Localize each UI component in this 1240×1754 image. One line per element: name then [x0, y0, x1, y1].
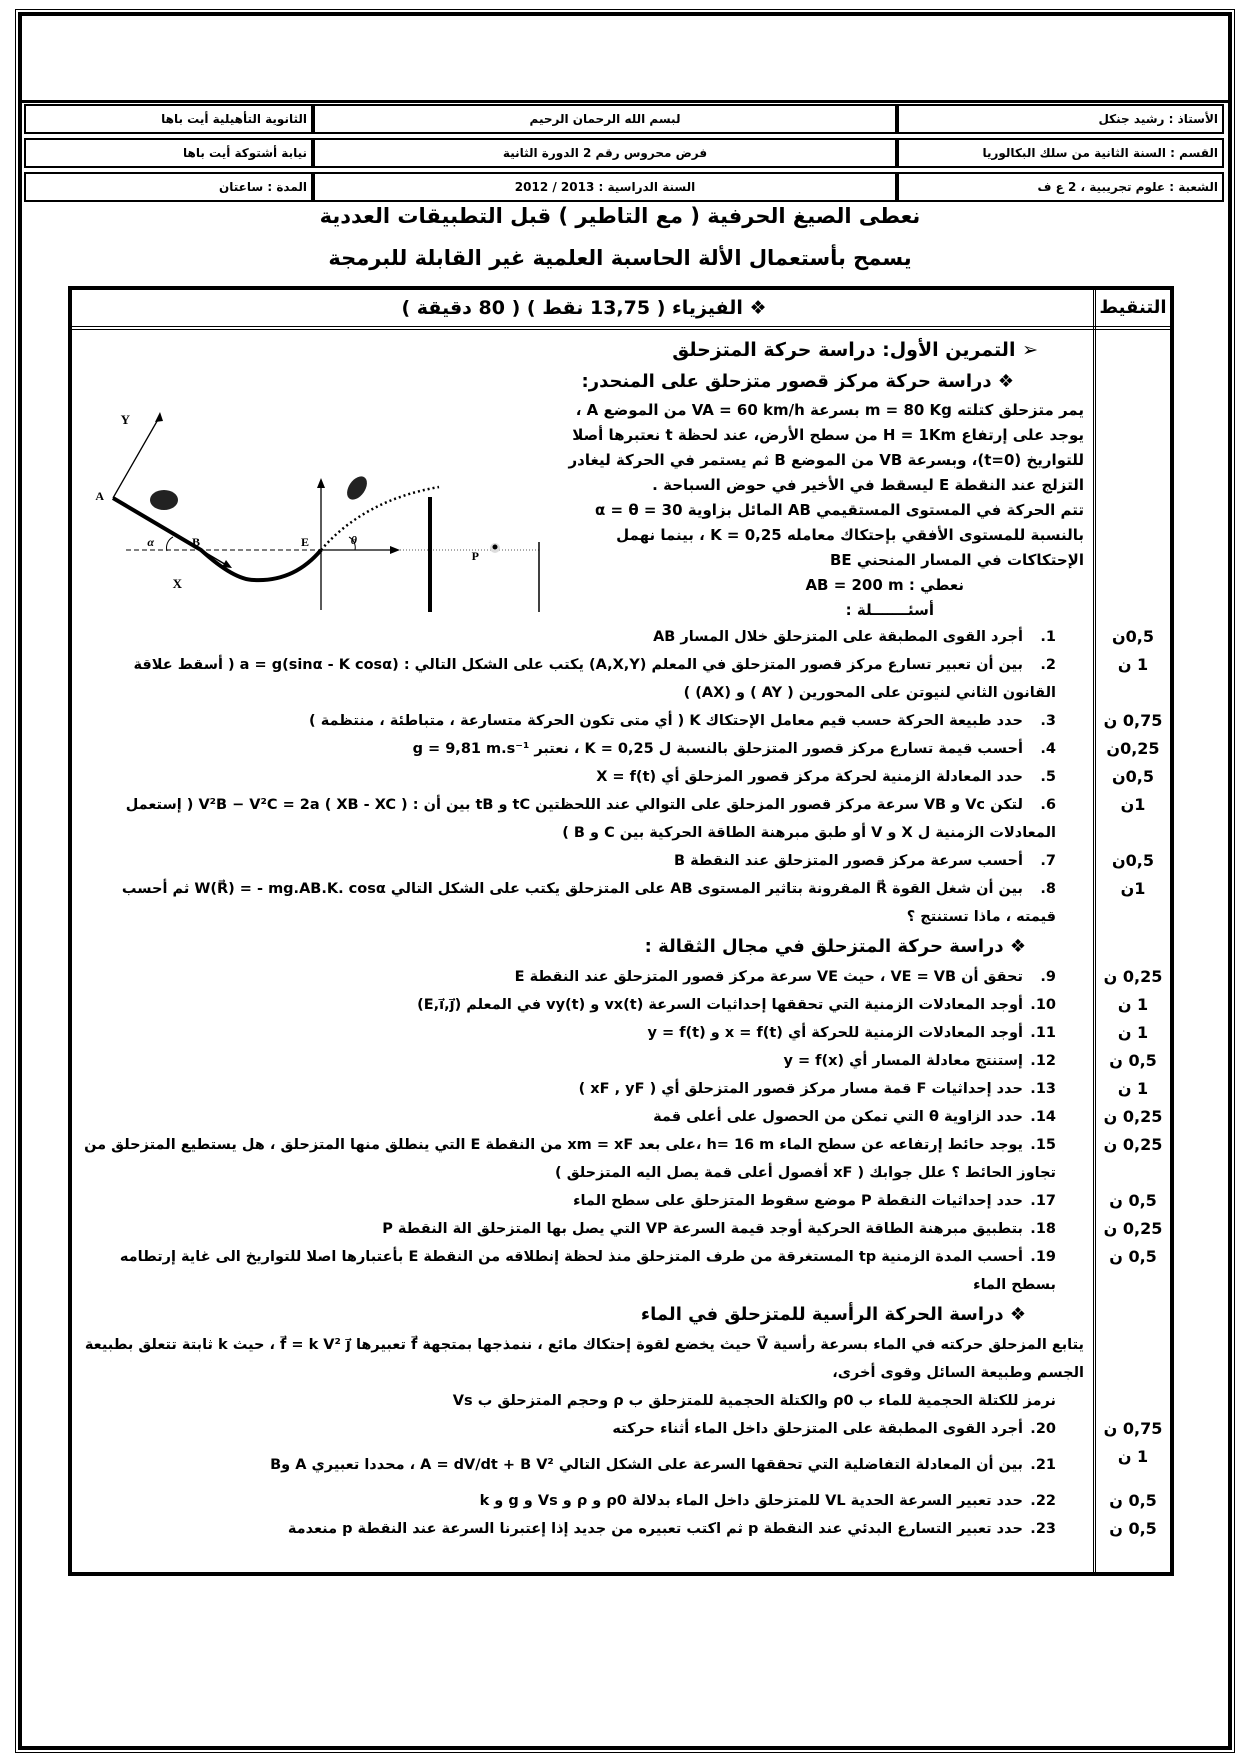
- section-water-heading-text: ❖ دراسة الحركة الرأسية للمتزحلق في الماء: [640, 1304, 1026, 1325]
- question-score: 1 ن: [1117, 655, 1149, 674]
- question-text: إستنتج معادلة المسار أي y = f(x): [783, 1053, 1023, 1069]
- question-row: [72, 1515, 1170, 1543]
- header-row: [24, 104, 1224, 134]
- question-number: 8.: [1040, 881, 1056, 897]
- question-score: 0,5 ن: [1109, 1491, 1157, 1510]
- x-axis-label: X: [172, 576, 182, 591]
- question-text: حدد إحداثيات F قمة مسار مركز قصور المتزحلق أي ( xF , yF ): [578, 1081, 1023, 1097]
- question-text: بتطبيق مبرهنة الطاقة الحركية أوجد قيمة السرعة VP التي يصل بها المتزحلق الة النقطة P: [382, 1221, 1023, 1237]
- basmala: لبسم الله الرحمان الرحيم: [313, 106, 897, 132]
- question-number: 14.: [1030, 1109, 1056, 1125]
- water-paragraph-text: يتابع المزحلق حركته في الماء بسرعة رأسية V⃗ حيث يخضع لقوة إحتكاك مائع ، ننمذجها بمتجهة f⃗ تعبيرها f⃗ = k V² j⃗ ، حيث k ثابتة تتعلق بطبيعة الجسم وطبيعة السائل وقوى أخرى،: [84, 1337, 1084, 1381]
- question-number: 20.: [1030, 1421, 1056, 1437]
- question-text: أوجد المعادلات الزمنية التي تحققها إحداثيات السرعة vx(t) و vy(t) في المعلم (E,i⃗,j⃗): [417, 997, 1023, 1013]
- question-text: حدد تعبير السرعة الحدية VL للمتزحلق داخل الماء بدلالة ρ0 و ρ و Vs و g و k: [479, 1493, 1023, 1509]
- theta-angle-label: θ: [350, 533, 357, 547]
- questions-label: أسئـــــــلة :: [845, 601, 934, 619]
- question-text: حدد المعادلة الزمنية لحركة مركز قصور المزحلق أي X = f(t): [596, 769, 1023, 785]
- section-gravity-heading: [72, 931, 1170, 963]
- question-row: [72, 1047, 1170, 1075]
- question-number: 15.: [1030, 1137, 1056, 1153]
- trajectory: [321, 487, 439, 550]
- question-text: أحسب قيمة تسارع مركز قصور المتزحلق بالنسبة ل K = 0,25 ، نعتبر g = 9,81 m.s⁻¹: [412, 741, 1023, 757]
- question-row: [72, 1103, 1170, 1131]
- arrow-head: [155, 412, 163, 422]
- question-text: أجرد القوى المطبقة على المتزحلق خلال المسار AB: [653, 629, 1023, 645]
- question-number: 11.: [1030, 1025, 1056, 1041]
- question-text: بين أن شغل القوة R⃗ المقرونة بتاثير المستوى AB على المتزحلق يكتب على الشكل التالي W(R⃗) = - mg.AB.K. cosα ثم أحسب قيمته ، ماذا تستنتج ؟: [121, 881, 1056, 925]
- question-score: 1 ن: [1117, 1447, 1149, 1466]
- instruction-formulas: نعطى الصيغ الحرفية ( مع التاطير ) قبل التطبيقات العددية: [319, 204, 921, 228]
- instruction-calculator: يسمح بأستعمال الألة الحاسبة العلمية غير القابلة للبرمجة: [328, 246, 912, 270]
- ski-slope-track: [113, 498, 321, 580]
- question-score: 0,25 ن: [1103, 1135, 1163, 1154]
- question-row: [72, 791, 1170, 847]
- question-number: 5.: [1040, 769, 1056, 785]
- question-row: [72, 1187, 1170, 1215]
- question-row: [72, 991, 1170, 1019]
- question-text: أجرد القوى المطبقة على المتزحلق داخل الماء أثناء حركته: [612, 1421, 1023, 1437]
- question-score: 1ن: [1120, 879, 1146, 898]
- point-b-label: B: [191, 535, 200, 549]
- exercise-title: ➢ التمرين الأول: دراسة حركة المتزحلق: [672, 339, 1038, 361]
- question-row: [72, 651, 1170, 707]
- question-text: حدد إحداثيات النقطة P موضع سقوط المتزحلق على سطح الماء: [573, 1193, 1023, 1209]
- question-text: أوجد المعادلات الزمنية للحركة أي x = f(t) و y = f(t): [647, 1025, 1023, 1041]
- question-row: [72, 1443, 1170, 1487]
- question-number: 12.: [1030, 1053, 1056, 1069]
- question-number: 21.: [1030, 1457, 1056, 1473]
- question-text: أحسب سرعة مركز قصور المتزحلق عند النقطة B: [673, 853, 1023, 869]
- exam-body: [72, 334, 1170, 1543]
- question-row: [72, 1415, 1170, 1443]
- arrow-head: [390, 546, 400, 554]
- duration: المدة : ساعتان: [24, 174, 313, 200]
- point-a-label: A: [95, 489, 104, 503]
- physics-title: ❖ الفيزياء ( 13,75 نقط ) ( 80 دقيقة ): [401, 297, 767, 319]
- question-number: 2.: [1040, 657, 1056, 673]
- question-number: 3.: [1040, 713, 1056, 729]
- alpha-arc: [167, 537, 173, 551]
- section-water-heading: [72, 1299, 1170, 1331]
- question-score: 1 ن: [1117, 1079, 1149, 1098]
- skier-icon: [150, 490, 178, 510]
- question-number: 22.: [1030, 1493, 1056, 1509]
- question-score: 0,5 ن: [1109, 1519, 1157, 1538]
- question-score: 0,5 ن: [1109, 1051, 1157, 1070]
- question-score: 0,25 ن: [1103, 1107, 1163, 1126]
- question-number: 7.: [1040, 853, 1056, 869]
- section-gravity-heading-text: ❖ دراسة حركة المتزحلق في مجال الثقالة :: [644, 936, 1026, 957]
- question-row: [72, 875, 1170, 931]
- water-symbols-paragraph: [72, 1387, 1170, 1415]
- water-paragraph: [72, 1331, 1170, 1387]
- given-data: نعطي : AB = 200 m: [805, 576, 964, 594]
- question-number: 9.: [1040, 969, 1056, 985]
- question-text: حدد تعبير التسارع البدئي عند النقطة p ثم اكتب تعبيره من جديد إذا إعتبرنا السرعة عند النقطة p منعدمة: [287, 1521, 1023, 1537]
- question-number: 18.: [1030, 1221, 1056, 1237]
- school-year: السنة الدراسية : 2013 / 2012: [313, 174, 897, 200]
- question-row: [72, 847, 1170, 875]
- question-row: [72, 963, 1170, 991]
- question-score: 0,25ن: [1106, 739, 1160, 758]
- question-text: حدد طبيعة الحركة حسب قيم معامل الإحتكاك K ( أي متى تكون الحركة متسارعة ، متباطئة ، منتظمة ): [309, 713, 1023, 729]
- question-score: 1ن: [1120, 795, 1146, 814]
- y-axis-arrow: [113, 416, 160, 498]
- question-score: 0,75 ن: [1103, 1419, 1163, 1438]
- question-row: [72, 1131, 1170, 1187]
- question-number: 1.: [1040, 629, 1056, 645]
- score-column-header: التنقيط: [1099, 297, 1167, 318]
- question-score: 0,75 ن: [1103, 711, 1163, 730]
- question-score: 0,5ن: [1112, 851, 1154, 870]
- intro-paragraph: يمر متزحلق كتلته m = 80 Kg بسرعة VA = 60 km/h من الموضع A ، يوجد على إرتفاع H = 1Km من سطح الأرض، عند لحظة t نعتبرها أصلا للتواريخ (t=0)، وبسرعة VB من الموضع B ثم يستمر في الحركة ليغادر التزلج عند النقطة E ليسقط في الأخير في حوض السباحة .: [568, 401, 1084, 494]
- header-row: [24, 138, 1224, 168]
- ski-jump-diagram: [95, 400, 554, 615]
- exam-table: [68, 286, 1174, 1576]
- question-number: 6.: [1040, 797, 1056, 813]
- exam-table-header: [72, 290, 1170, 330]
- question-number: 10.: [1030, 997, 1056, 1013]
- question-score: 1 ن: [1117, 1023, 1149, 1042]
- water-symbols-paragraph-text: نرمز للكتلة الحجمية للماء ب ρ0 والكتلة الحجمية للمتزحلق ب ρ وحجم المتزحلق ب Vs: [452, 1393, 1056, 1409]
- question-text: تحقق أن VE = VB ، حيث VE سرعة مركز قصور المتزحلق عند النقطة E: [514, 969, 1023, 985]
- header-row: [24, 172, 1224, 202]
- alpha-angle-label: α: [147, 535, 154, 549]
- question-row: [72, 623, 1170, 651]
- question-row: [72, 1243, 1170, 1299]
- skier-icon: [343, 473, 371, 503]
- question-number: 19.: [1030, 1249, 1056, 1265]
- class-level: القسم : السنة الثانية من سلك البكالوريا: [897, 140, 1224, 166]
- teacher-name: الأستاذ : رشيد جنكل: [897, 106, 1224, 132]
- branch: الشعبة : علوم تجريبية ، 2 ع ف: [897, 174, 1224, 200]
- question-text: لتكن Vc و VB سرعة مركز قصور المزحلق على التوالي عند اللحظتين tC و tB بين أن : V²B − V²C = 2a ( XB - XC ) ( إستعمل المعادلات الزمنية ل X و V أو طبق مبرهنة الطاقة الحركية بين C و B ): [125, 797, 1056, 841]
- question-number: 17.: [1030, 1193, 1056, 1209]
- exam-title: فرض محروس رقم 2 الدورة الثانية: [313, 140, 897, 166]
- question-number: 4.: [1040, 741, 1056, 757]
- question-score: 0,25 ن: [1103, 1219, 1163, 1238]
- question-row: [72, 735, 1170, 763]
- question-row: [72, 707, 1170, 735]
- y-axis-label: Y: [120, 412, 130, 427]
- question-row: [72, 1215, 1170, 1243]
- question-text: بين أن المعادلة التفاضلية التي تحققها السرعة على الشكل التالي A = dV/dt + B V² ، محددا تعبيري A وB: [270, 1457, 1023, 1473]
- section-slope-heading: ❖ دراسة حركة مركز قصور متزحلق على المنحدر:: [581, 371, 1014, 392]
- directorate: نيابة أشتوكة أيت باها: [24, 140, 313, 166]
- question-text: حدد الزاوية θ التي تمكن من الحصول على أعلى قمة: [653, 1109, 1023, 1125]
- header-table: [24, 104, 1224, 206]
- question-score: 0,5 ن: [1109, 1191, 1157, 1210]
- question-number: 23.: [1030, 1521, 1056, 1537]
- question-row: [72, 763, 1170, 791]
- question-score: 1 ن: [1117, 995, 1149, 1014]
- question-text: أحسب المدة الزمنية tp المستغرقة من طرف المتزحلق منذ لحظة إنطلاقه من النقطة E بأعتبارها اصلا للتواريخ الى غاية إرتطامه بسطح الماء: [119, 1249, 1056, 1293]
- arrow-head: [317, 478, 325, 488]
- question-row: [72, 1019, 1170, 1047]
- question-row: [72, 1487, 1170, 1515]
- question-score: 0,5 ن: [1109, 1247, 1157, 1266]
- school-name: الثانوية التأهيلية أيت باها: [24, 106, 313, 132]
- question-text: يوجد حائط إرتفاعه عن سطح الماء h= 16 m ،على بعد xm = xF من النقطة E التي ينطلق منها المتزحلق ، هل يستطيع المتزحلق من تجاوز الحائط ؟ علل جوابك ( xF أفصول أعلى قمة يصل اليه المتزحلق ): [84, 1137, 1056, 1181]
- question-score: 0,5ن: [1112, 767, 1154, 786]
- question-score: 0,25 ن: [1103, 967, 1163, 986]
- question-number: 13.: [1030, 1081, 1056, 1097]
- point-p-label: P: [471, 549, 479, 563]
- point-e-label: E: [300, 535, 309, 549]
- question-score: 0,5ن: [1112, 627, 1154, 646]
- intro-block: [72, 334, 1170, 623]
- question-text: بين أن تعبير تسارع مركز قصور المتزحلق في المعلم (A,X,Y) يكتب على الشكل التالي : a = g(sinα - K cosα) ( أسقط علاقة القانون الثاني لنيوتن على المحورين ( AY ) و (AX) ): [133, 657, 1056, 701]
- intro-paragraph-friction: تتم الحركة في المستوى المستقيمي AB المائل بزاوية α = θ = 30 بالنسبة للمستوى الأفقي بإحتكاك معامله K = 0,25 ، بينما نهمل الإحتكاكات في المسار المنحني BE: [595, 501, 1084, 569]
- question-row: [72, 1075, 1170, 1103]
